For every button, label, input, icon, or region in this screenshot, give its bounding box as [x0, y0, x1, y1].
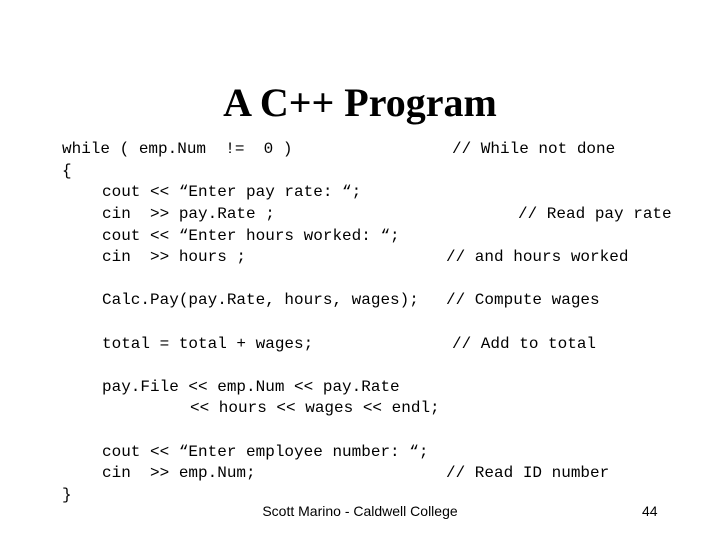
code-comment-calc: // Compute wages	[446, 291, 600, 309]
code-cout-pay-rate: cout << “Enter pay rate: “;	[102, 183, 362, 201]
code-while-statement: while ( emp.Num != 0 )	[62, 140, 293, 158]
code-cin-hours: cin >> hours ;	[102, 248, 247, 266]
code-comment-total: // Add to total	[452, 335, 597, 353]
code-cin-employee: cin >> emp.Num;	[102, 464, 256, 482]
code-cout-employee: cout << “Enter employee number: “;	[102, 443, 429, 461]
slide-title: A C++ Program	[223, 80, 497, 125]
code-cin-pay-rate: cin >> pay.Rate ;	[102, 205, 275, 223]
footer-credit: Scott Marino - Caldwell College	[262, 503, 458, 519]
code-comment-while: // While not done	[452, 140, 616, 158]
code-comment-hours: // and hours worked	[446, 248, 629, 266]
code-cout-hours: cout << “Enter hours worked: “;	[102, 227, 400, 245]
code-close-brace: }	[62, 486, 72, 504]
code-comment-employee: // Read ID number	[446, 464, 610, 482]
code-comment-pay-rate: // Read pay rate	[518, 205, 672, 223]
code-calc-pay-call: Calc.Pay(pay.Rate, hours, wages);	[102, 291, 419, 309]
code-payfile-line-1: pay.File << emp.Num << pay.Rate	[102, 378, 400, 396]
page-number: 44	[642, 503, 658, 519]
code-open-brace: {	[62, 162, 72, 180]
code-payfile-line-2: << hours << wages << endl;	[190, 399, 440, 417]
code-total-statement: total = total + wages;	[102, 335, 314, 353]
